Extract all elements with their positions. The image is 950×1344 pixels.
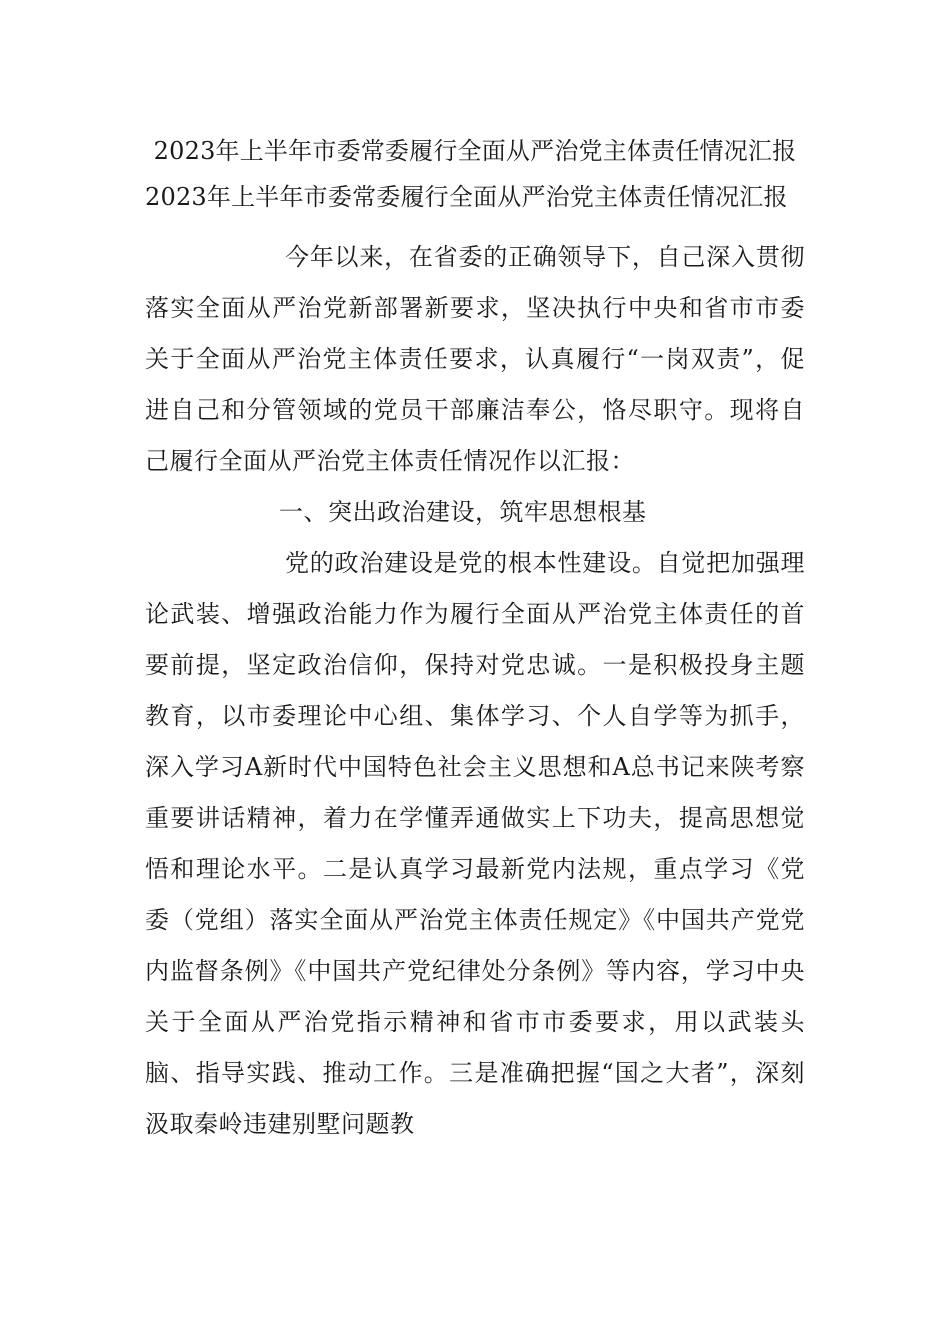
intro-paragraph: 今年以来，在省委的正确领导下，自己深入贯彻落实全面从严治党新部署新要求，坚决执行中央和省市市委关于全面从严治党主体责任要求，认真履行“一岗双责”，促进自己和分管领域的党员干部廉洁奉公，恪尽职守。现将自己履行全面从严治党主体责任情况作以汇报：: [145, 243, 805, 475]
document-subtitle: 2023年上半年市委常委履行全面从严治党主体责任情况汇报: [145, 183, 788, 211]
section-paragraph-1: 党的政治建设是党的根本性建设。自觉把加强理论武装、增强政治能力作为履行全面从严治党主体责任的首要前提，坚定政治信仰，保持对党忠诚。一是积极投身主题教育，以市委理论中心组、集体学习、个人自学等为抓手，深入学习A新时代中国特色社会主义思想和A总书记来陕考察重要讲话精神，着力在学懂弄通做实上下功夫，提高思想觉悟和理论水平。二是认真学习最新党内法规，重点学习《党委（党组）落实全面从严治党主体责任规定》《中国共产党党内监督条例》《中国共产党纪律处分条例》等内容，学习中央关于全面从严治党指示精神和省市市委要求，用以武装头脑、指导实践、推动工作。三是准确把握“国之大者”，深刻汲取秦岭违建别墅问题教: [145, 549, 805, 1138]
section-heading-1: 一、突出政治建设，筑牢思想根基: [279, 498, 647, 526]
document-title: 2023年上半年市委常委履行全面从严治党主体责任情况汇报: [153, 137, 797, 165]
document-body: [145, 128, 805, 1150]
